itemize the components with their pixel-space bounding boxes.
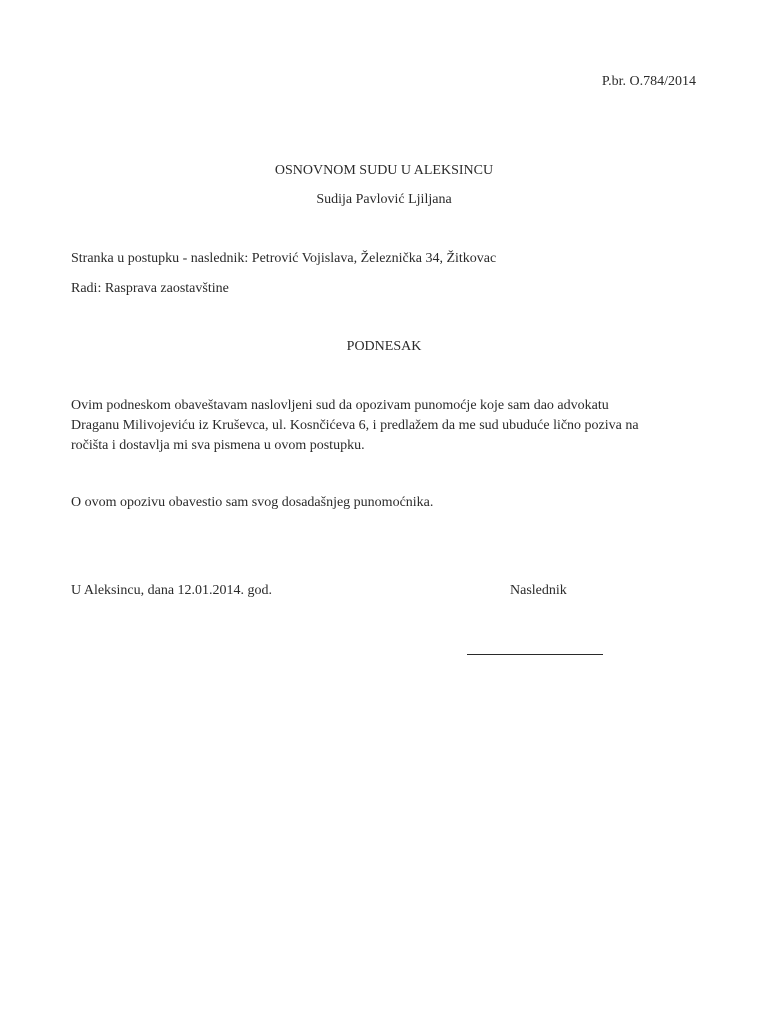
body-line: Draganu Milivojeviću iz Kruševca, ul. Kosnčićeva 6, i predlažem da me sud ubuduće lično poziva na <box>71 418 639 433</box>
party-info: Stranka u postupku - naslednik: Petrović Vojislava, Železnička 34, Žitkovac <box>71 251 497 266</box>
revocation-note: O ovom opozivu obavestio sam svog dosadašnjeg punomoćnika. <box>71 495 434 510</box>
case-subject: Radi: Rasprava zaostavštine <box>71 281 229 296</box>
signatory-label: Naslednik <box>510 583 567 598</box>
body-line: ročišta i dostavlja mi sva pismena u ovom postupku. <box>71 438 365 453</box>
place-and-date: U Aleksincu, dana 12.01.2014. god. <box>71 583 273 598</box>
judge-name: Sudija Pavlović Ljiljana <box>316 192 452 207</box>
body-line: Ovim podneskom obaveštavam naslovljeni sud da opozivam punomoćje koje sam dao advokatu <box>71 398 609 413</box>
body-paragraph <box>71 396 701 456</box>
document-title: PODNESAK <box>346 339 422 354</box>
case-number: P.br. O.784/2014 <box>601 74 696 89</box>
court-addressee: OSNOVNOM SUDU U ALEKSINCU <box>274 163 494 178</box>
signature-line <box>467 654 603 655</box>
